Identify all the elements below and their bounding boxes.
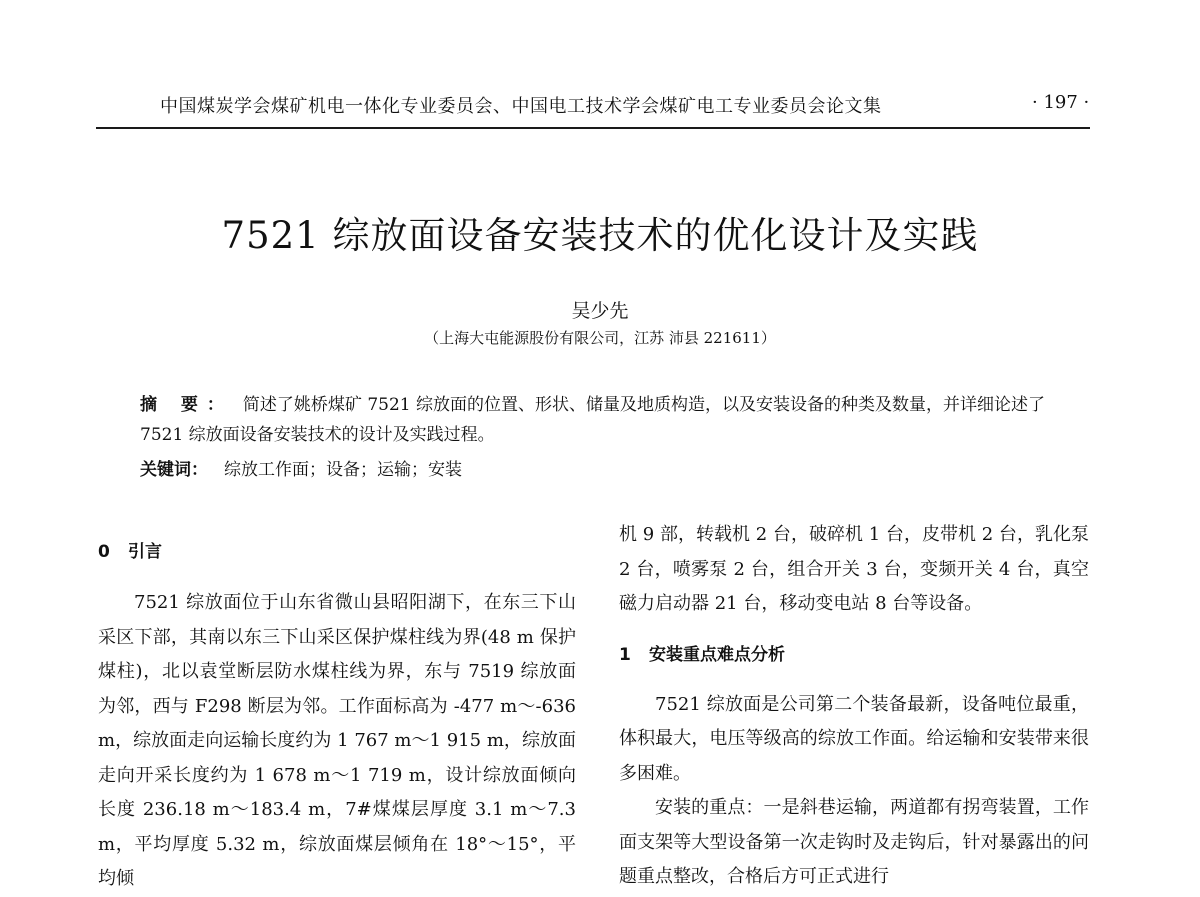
author-affiliation: （上海大屯能源股份有限公司，江苏 沛县 221611） [424, 329, 776, 347]
spacer [98, 569, 576, 586]
keywords-label: 关键词： [140, 460, 208, 480]
header-rule [96, 127, 1090, 129]
section-0-heading [98, 535, 576, 569]
section-0-title: 引言 [128, 542, 162, 562]
section-1-title: 安装重点难点分析 [649, 644, 785, 665]
introduction-paragraph: 7521 综放面位于山东省微山县昭阳湖下，在东三下山采区下部，其南以东三下山采区保护煤柱线为界(48 m 保护煤柱)，北以袁堂断层防水煤柱线为界，东与 7519 综放面为邻，西与 F298 断层为邻。工作面标高为 -477 m～-636 m，综放面走向运输长度约为 1 767 m～1 915 m，综放面走向开采长度约为 1 678 m～1 719 m，设计综放面倾向长度 236.18 m～183.4 m，7#煤煤层厚度 3.1 m～7.3 m，平均厚度 5.32 m，综放面煤层倾角在 18°～15°，平均倾 [98, 592, 576, 889]
keywords [140, 455, 1060, 480]
abstract-text: 简述了姚桥煤矿 7521 综放面的位置、形状、储量及地质构造，以及安装设备的种类及数量，并详细论述了 7521 综放面设备安装技术的设计及实践过程。 [140, 395, 1045, 445]
section-1-number: 1 [619, 644, 631, 665]
left-column [98, 535, 576, 897]
spacer [619, 622, 1089, 638]
analysis-paragraph-1: 7521 综放面是公司第二个装备最新，设备吨位最重，体积最大，电压等级高的综放工作面。给运输和安装带来很多困难。 [619, 693, 1089, 784]
spacer [619, 672, 1089, 688]
right-column [619, 518, 1089, 895]
paper-title: 7521 综放面设备安装技术的优化设计及实践 [221, 214, 979, 257]
abstract-label: 摘 要： [140, 395, 233, 415]
author-name: 吴少先 [571, 300, 629, 322]
running-header: 中国煤炭学会煤矿机电一体化专业委员会、中国电工技术学会煤矿电工专业委员会论文集 [160, 96, 882, 117]
abstract [140, 390, 1060, 450]
page-number: · 197 · [1032, 92, 1090, 113]
analysis-paragraph-2: 安装的重点：一是斜巷运输，两道都有拐弯装置，工作面支架等大型设备第一次走钩时及走钩后，针对暴露出的问题重点整改，合格后方可正式进行 [619, 797, 1089, 887]
section-1-heading [619, 638, 1089, 672]
section-0-number: 0 [98, 542, 110, 562]
keywords-text: 综放工作面；设备；运输；安装 [224, 460, 462, 480]
equipment-list-paragraph: 机 9 部，转载机 2 台，破碎机 1 台，皮带机 2 台，乳化泵 2 台，喷雾泵 2 台，组合开关 3 台，变频开关 4 台，真空磁力启动器 21 台，移动变电站 8 台等设备。 [619, 524, 1089, 614]
